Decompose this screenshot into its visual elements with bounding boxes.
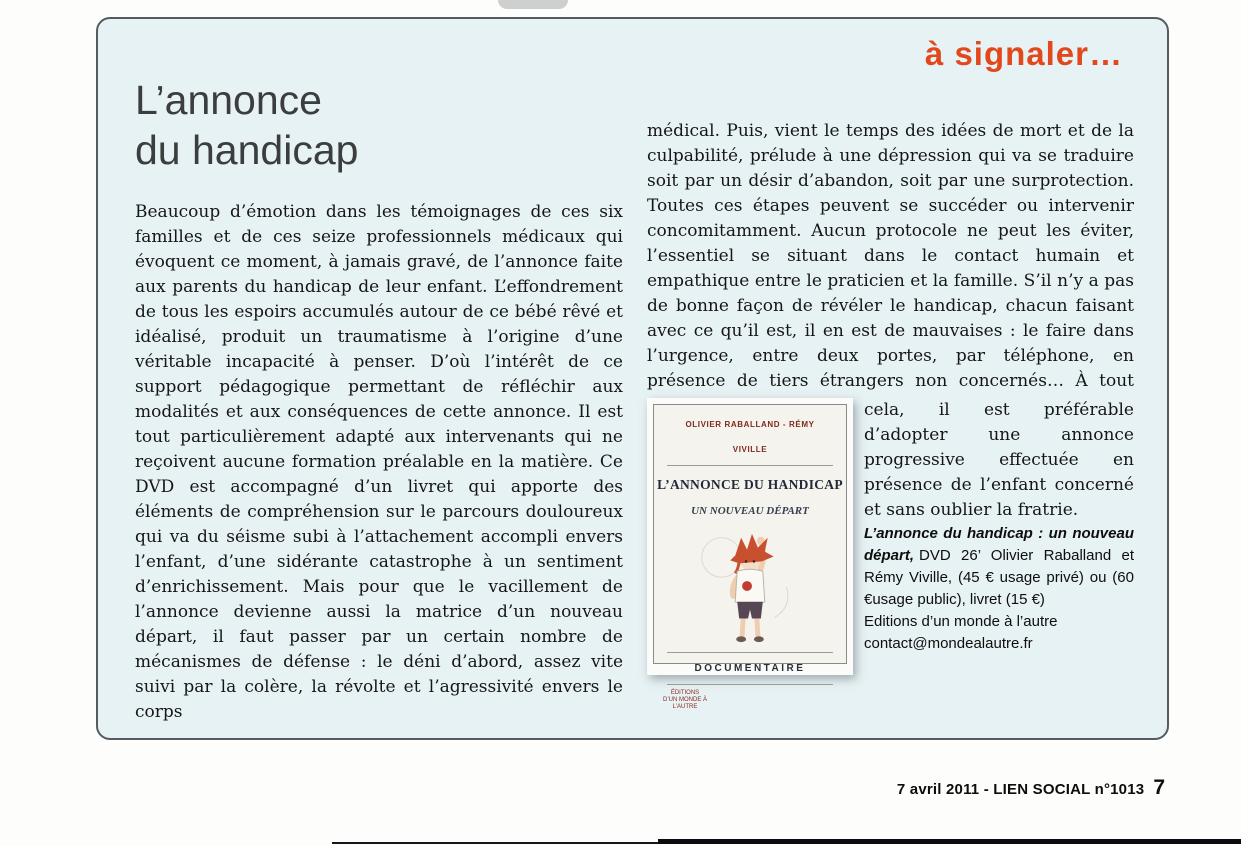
caption-contact: contact@mondealautre.fr [864, 635, 1033, 652]
footer-issue-info: 7 avril 2011 - LIEN SOCIAL n°1013 [896, 781, 1145, 798]
body-column-right [647, 119, 1134, 710]
caption-title: L’annonce du handicap : un nouveau départ, [864, 525, 1134, 564]
wrap-column [864, 398, 1134, 675]
dvd-genre-label: DOCUMENTAIRE [667, 652, 832, 685]
dvd-cover-photo [647, 398, 853, 710]
dvd-illustration [654, 524, 846, 652]
scan-artifact-bottom-left [332, 842, 658, 844]
article-title-line2: du handicap [135, 127, 359, 173]
page-number: 7 [1153, 776, 1165, 799]
dvd-publisher-logo: ÉDITIONS D’UN MONDE À L’AUTRE [663, 690, 708, 710]
dvd-subtitle: UN NOUVEAU DÉPART [691, 505, 809, 517]
article-title-line1: L’annonce [135, 77, 322, 123]
caption-details: DVD 26’ Olivier Raballand et Rémy Viville, (45 € usage privé) ou (60 €usage public), livret (15 €) [864, 547, 1134, 608]
page-footer [0, 776, 1165, 800]
article-text-right-top: médical. Puis, vient le temps des idées de mort et de la culpabilité, prélude à une dépression qui va se traduire soit par un désir d’abandon, soit par une surprotection. Toutes ces étapes peuvent se succéder ou intervenir concomitamment. Aucun protocole ne peut les éviter, l’essentiel se situant dans le contact humain et empathique entre le praticien et la famille. S’il n’y a pas de bonne façon de révéler le handicap, chacun faisant avec ce qu’il est, il en est de mauvaises : le faire dans l’urgence, entre deux portes, par téléphone, en présence de tiers étrangers non concernés… À tout [647, 121, 1134, 391]
section-flag: à signaler… [924, 35, 1123, 72]
dvd-cover [653, 404, 847, 710]
body-column-left [135, 200, 623, 725]
caption-publisher: Editions d’un monde à l’autre [864, 613, 1058, 630]
article-panel [96, 17, 1169, 740]
article-text-left: Beaucoup d’émotion dans les témoignages de ces six familles et de ces seize professionnels médicaux qui évoquent ce moment, à jamais gravé, de l’annonce faite aux parents du handicap de leur enfant. L’effondrement de tous les espoirs accumulés autour de ce bébé rêvé et idéalisé, produit un traumatisme à l’origine d’une véritable incapacité à penser. D’où l’intérêt de ce support pédagogique permettant de réfléchir aux modalités et aux conséquences de cette annonce. Il est tout particulièrement adapté aux intervenants qui ne reçoivent aucune formation préalable en la matière. Ce DVD est accompagné d’un livret qui apporte des éléments de compréhension sur le parcours douloureux qui va du séisme subi à l’attachement accompli envers l’enfant, d’une sidérante catastrophe à un sentiment d’enrichissement. Mais pour que le vacillement de l’annonce devienne aussi la matrice d’un nouveau départ, il faut passer par un certain nombre de mécanismes de défense : le déni d’abord, assez vite suivi par la colère, la révolte et l’agressivité envers le corps [135, 202, 623, 722]
dvd-title: L’ANNONCE DU HANDICAP [657, 477, 843, 492]
article-title [135, 75, 358, 175]
dvd-authors: OLIVIER RABALLAND - RÉMY VIVILLE [667, 412, 832, 466]
dvd-caption [864, 523, 1134, 655]
scan-artifact-bottom-right [658, 839, 1241, 844]
scan-artifact-top [498, 0, 568, 9]
media-row [647, 398, 1134, 710]
article-text-right-wrap: cela, il est préférable d’adopter une annonce progressive effectuée en présence de l’enfant concerné et sans oublier la fratrie. [864, 400, 1134, 520]
